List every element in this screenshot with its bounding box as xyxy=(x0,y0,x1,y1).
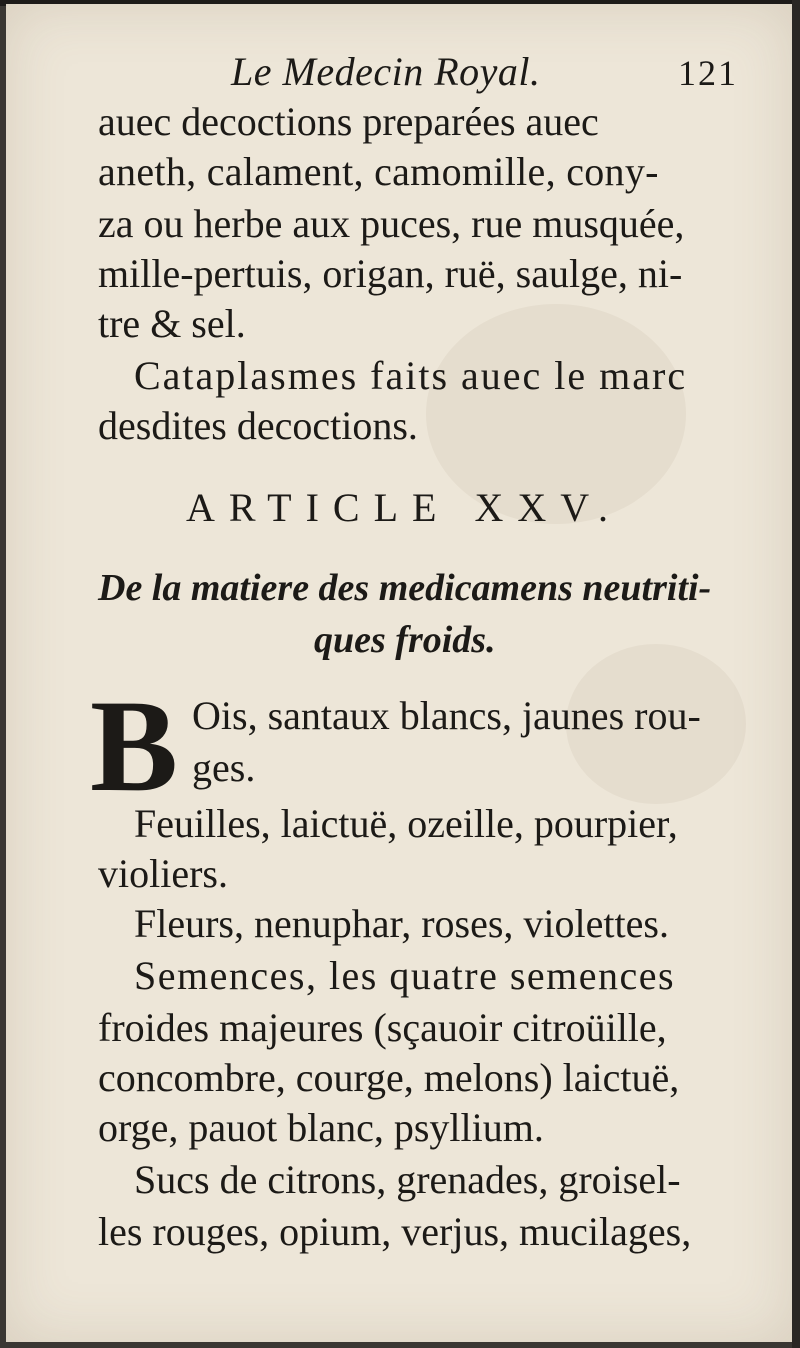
body-line-3: Feuilles, laictuë, ozeille, pourpier, xyxy=(134,801,678,846)
article-subtitle-line-1: De la matiere des medicamens neutriti- xyxy=(98,567,712,609)
text-line-7: desdites decoctions. xyxy=(98,403,418,448)
text-line-1-content: auec decoctions preparées auec xyxy=(98,99,599,144)
body-line-6: Semences, les quatre semences xyxy=(134,953,676,998)
text-line-6: Cataplasmes faits auec le marc xyxy=(134,353,688,398)
body-line-8: concombre, courge, melons) laictuë, xyxy=(98,1055,680,1100)
body-line-7: froides majeures (sçauoir citroüille, xyxy=(98,1005,667,1050)
body-line-5: Fleurs, nenuphar, roses, violettes. xyxy=(134,901,669,946)
drop-cap: B xyxy=(90,672,179,819)
article-heading: ARTICLE XXV. xyxy=(186,485,622,530)
body-line-4: violiers. xyxy=(98,851,228,896)
body-line-2: ges. xyxy=(192,745,256,790)
article-subtitle-line-2: ques froids. xyxy=(314,619,496,661)
text-line-4: mille-pertuis, origan, ruë, saulge, ni- xyxy=(98,251,683,296)
page-right-edge xyxy=(792,0,800,1348)
body-line-1: Ois, santaux blancs, jaunes rou- xyxy=(192,693,701,738)
text-line-2: aneth, calament, camomille, cony- xyxy=(98,149,659,194)
running-title: Le Medecin Royal. xyxy=(231,49,541,94)
text-line-5: tre & sel. xyxy=(98,301,246,346)
text-line-3: za ou herbe aux puces, rue musquée, xyxy=(98,201,685,246)
text-line-1 xyxy=(98,99,728,144)
body-line-9: orge, pauot blanc, psyllium. xyxy=(98,1105,544,1150)
body-line-11: les rouges, opium, verjus, mucilages, xyxy=(98,1209,692,1254)
book-page xyxy=(6,4,792,1342)
page-number: 121 xyxy=(678,53,738,93)
body-line-10: Sucs de citrons, grenades, groisel- xyxy=(134,1157,681,1202)
